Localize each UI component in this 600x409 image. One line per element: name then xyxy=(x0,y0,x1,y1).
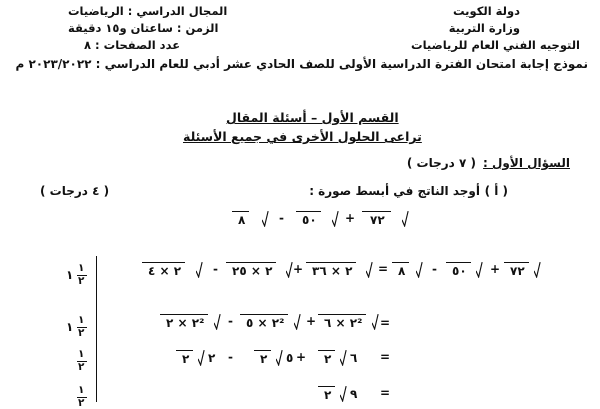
radical-sign xyxy=(366,262,373,278)
step2-radical-3 xyxy=(318,314,366,330)
step1-lhs-op-2: + xyxy=(490,262,501,276)
step3-equals: = xyxy=(380,350,391,364)
step1-lhs-radical-3 xyxy=(504,262,529,278)
problem-radical-3 xyxy=(362,211,391,227)
step2-radicand-3: ٢ × ٦² xyxy=(318,314,366,330)
header-ministry: وزارة التربية xyxy=(448,21,520,35)
step4-radicand-1: ٢ xyxy=(318,386,335,402)
step2-radical-1 xyxy=(160,314,208,330)
mark-numerator: ١ xyxy=(78,262,85,274)
question-label xyxy=(483,156,570,170)
step3-radicand-3: ٢ xyxy=(318,350,335,366)
mark-numerator: ١ xyxy=(78,314,85,326)
step1-radical-1 xyxy=(142,262,185,278)
part-a-label: ( أ ) xyxy=(484,184,508,198)
problem-radical-1 xyxy=(232,211,249,227)
mark-denominator: ٢ xyxy=(78,327,85,339)
step3-radicand-1: ٢ xyxy=(176,350,193,366)
exam-title: نموذج إجابة امتحان الفترة الدراسية الأولى للصف الحادي عشر أدبي للعام الدراسي : ٢٠٢٣/٢٠٢٢ م xyxy=(15,57,588,71)
header-subject: المجال الدراسي : الرياضيات xyxy=(68,4,228,18)
problem-op-1: - xyxy=(279,211,284,225)
step2-op-2: + xyxy=(306,314,317,328)
radical-sign xyxy=(276,350,283,366)
part-a-text: أوجد الناتج في أبسط صورة : xyxy=(309,184,480,198)
step3-term-1 xyxy=(176,350,216,366)
radical-sign xyxy=(372,314,379,330)
radical-sign xyxy=(534,262,541,278)
step3-radicand-2: ٢ xyxy=(254,350,271,366)
step3-term-3 xyxy=(318,350,358,366)
problem-radicand-2: ٥٠ xyxy=(296,211,321,227)
step1-radical-3 xyxy=(306,262,356,278)
radical-sign xyxy=(196,262,203,278)
step1-equals: = xyxy=(378,262,389,276)
radical-sign xyxy=(402,211,409,227)
step2-radicand-2: ٢ × ٥² xyxy=(240,314,288,330)
header-country: دولة الكويت xyxy=(453,4,520,18)
step2-radical-2 xyxy=(240,314,288,330)
marks-divider xyxy=(96,256,97,402)
mark-whole: ١ xyxy=(66,268,74,282)
radical-sign xyxy=(340,386,347,402)
step2-equals: = xyxy=(380,316,391,330)
header-pages: عدد الصفحات : ٨ xyxy=(84,38,181,52)
step3-op-1: - xyxy=(228,350,233,364)
step1-lhs-radicand-2: ٥٠ xyxy=(446,262,471,278)
mark-denominator: ٢ xyxy=(78,361,85,373)
radical-sign xyxy=(294,314,301,330)
radical-sign xyxy=(476,262,483,278)
radical-sign xyxy=(214,314,221,330)
step3-op-2: + xyxy=(296,350,307,364)
radical-sign xyxy=(262,211,269,227)
step1-op-1: - xyxy=(213,262,218,276)
problem-radicand-3: ٧٢ xyxy=(362,211,391,227)
mark-denominator: ٢ xyxy=(78,275,85,287)
step4-term-1 xyxy=(318,386,358,402)
step1-lhs-radical-1 xyxy=(392,262,409,278)
step1-lhs-radicand-3: ٧٢ xyxy=(504,262,529,278)
radical-sign xyxy=(416,262,423,278)
step1-lhs-radicand-1: ٨ xyxy=(392,262,409,278)
header-directorate: التوجيه الفني العام للرياضيات xyxy=(411,38,580,52)
mark-whole: ١ xyxy=(66,320,74,334)
step2-op-1: - xyxy=(228,314,233,328)
step4-equals: = xyxy=(380,386,391,400)
part-a-points: ( ٤ درجات ) xyxy=(40,184,110,198)
question-label-text: السؤال الأول : xyxy=(483,156,570,170)
step4-coef-1: ٩ xyxy=(350,387,358,401)
header-duration: الزمن : ساعتان و١٥ دقيقة xyxy=(68,21,219,35)
step3-coef-1: ٢ xyxy=(208,351,216,365)
section-title: القسم الأول – أسئلة المقال xyxy=(226,110,399,125)
step1-lhs-radical-2 xyxy=(446,262,471,278)
step3-coef-3: ٦ xyxy=(350,351,358,365)
step3-coef-2: ٥ xyxy=(286,351,294,365)
step1-radicand-1: ٢ × ٤ xyxy=(142,262,185,278)
step1-op-2: + xyxy=(293,262,304,276)
question-points: ( ٧ درجات ) xyxy=(406,156,476,170)
step2-radicand-1: ٢ × ٢² xyxy=(160,314,208,330)
problem-op-2: + xyxy=(345,211,356,225)
step1-lhs-op-1: - xyxy=(432,262,437,276)
mark-denominator: ٢ xyxy=(78,397,85,409)
step1-radicand-3: ٢ × ٣٦ xyxy=(306,262,356,278)
mark-numerator: ١ xyxy=(78,384,85,396)
step1-radical-2 xyxy=(226,262,276,278)
step1-radicand-2: ٢ × ٢٥ xyxy=(226,262,276,278)
radical-sign xyxy=(332,211,339,227)
problem-radical-2 xyxy=(296,211,321,227)
mark-numerator: ١ xyxy=(78,348,85,360)
radical-sign xyxy=(286,262,293,278)
section-note: تراعى الحلول الأخرى في جميع الأسئلة xyxy=(183,129,422,144)
radical-sign xyxy=(198,350,205,366)
problem-radicand-1: ٨ xyxy=(232,211,249,227)
step3-term-2 xyxy=(254,350,294,366)
radical-sign xyxy=(340,350,347,366)
